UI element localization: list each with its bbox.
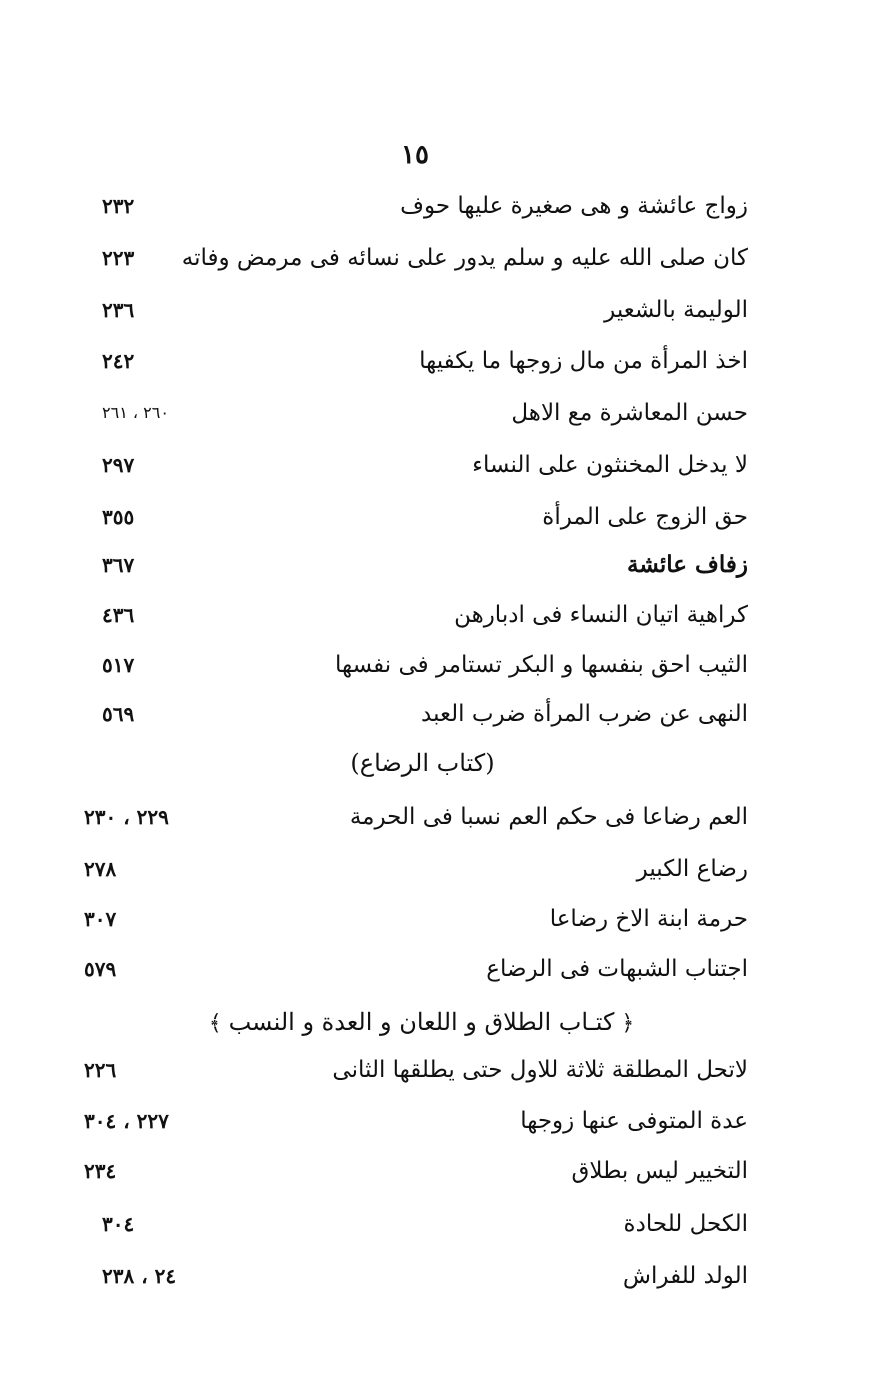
index-entry	[0, 899, 873, 939]
section-heading	[0, 1002, 873, 1042]
index-entry	[0, 1204, 873, 1244]
entry-pages: ٢٣٢	[102, 194, 135, 218]
index-entry	[0, 1050, 873, 1090]
entry-pages: ٣٠٧	[84, 907, 117, 931]
entry-pages: ٢٦٠ ، ٢٦١	[102, 403, 169, 422]
index-entry	[0, 497, 873, 537]
entry-title: لاتحل المطلقة ثلاثة للاول حتى يطلقها الثانى	[332, 1057, 748, 1083]
index-entry	[0, 238, 873, 278]
entry-pages: ٢٤٢	[102, 349, 135, 373]
index-entry	[0, 849, 873, 889]
index-entry	[0, 341, 873, 381]
index-entry	[0, 186, 873, 226]
index-entry	[0, 1151, 873, 1191]
page-number: ١٥	[401, 140, 429, 170]
index-entry	[0, 393, 873, 433]
brace-open-ornament: ﴿	[614, 1011, 635, 1036]
index-entry	[0, 645, 873, 685]
entry-pages: ٢٢٦	[84, 1058, 117, 1082]
entry-pages: ٣٥٥	[102, 505, 135, 529]
entry-pages: ٢٢٣	[102, 246, 135, 270]
entry-title: كان صلى الله عليه و سلم يدور على نسائه فى مرمض وفاته	[181, 245, 748, 271]
index-entry	[0, 1256, 873, 1296]
entry-title: رضاع الكبير	[636, 856, 748, 882]
entry-title: الولد للفراش	[622, 1263, 748, 1289]
index-entry	[0, 595, 873, 635]
entry-title: زفاف عائشة	[627, 551, 748, 578]
entry-pages: ٢٩٧	[102, 453, 135, 477]
entry-title: اجتناب الشبهات فى الرضاع	[486, 956, 748, 982]
entry-title: لا يدخل المخنثون على النساء	[472, 452, 748, 478]
entry-title: النهى عن ضرب المرأة ضرب العبد	[421, 701, 748, 727]
index-entry	[0, 290, 873, 330]
brace-close-ornament: ﴾	[208, 1011, 229, 1036]
entry-pages: ٥١٧	[102, 653, 135, 677]
entry-title: حق الزوج على المرأة	[542, 504, 748, 530]
entry-pages: ٢٣٦	[102, 298, 135, 322]
entry-title: زواج عائشة و هى صغيرة عليها حوف	[400, 193, 748, 219]
section-heading-text: كتـاب الطلاق و اللعان و العدة و النسب	[228, 1008, 615, 1036]
index-entry	[0, 445, 873, 485]
entry-title: التخيير ليس بطلاق	[571, 1158, 748, 1184]
entry-pages: ٥٦٩	[102, 702, 135, 726]
entry-title: الثيب احق بنفسها و البكر تستامر فى نفسها	[335, 652, 748, 678]
entry-pages: ٢٧٨	[84, 857, 117, 881]
entry-pages: ٥٧٩	[84, 957, 117, 981]
index-entry	[0, 797, 873, 837]
entry-title: كراهية اتيان النساء فى ادبارهن	[454, 602, 748, 628]
entry-title: حرمة ابنة الاخ رضاعا	[549, 906, 748, 932]
entry-title: حسن المعاشرة مع الاهل	[511, 400, 748, 426]
entry-pages: ٢٢٧ ، ٣٠٤	[84, 1109, 169, 1133]
entry-title: الكحل للحادة	[623, 1211, 748, 1237]
entry-pages: ٢٢٩ ، ٢٣٠	[84, 805, 169, 829]
entry-title: عدة المتوفى عنها زوجها	[520, 1108, 748, 1134]
section-heading	[0, 743, 873, 783]
index-entry	[0, 1101, 873, 1141]
entry-title: الوليمة بالشعير	[604, 297, 748, 323]
entry-pages: ٤٣٦	[102, 603, 135, 627]
entry-title: العم رضاعا فى حكم العم نسبا فى الحرمة	[349, 804, 748, 830]
entry-pages: ٢٤ ، ٢٣٨	[102, 1264, 177, 1288]
entry-pages: ٣٠٤	[102, 1212, 135, 1236]
section-heading-text: (كتاب الرضاع)	[350, 749, 495, 777]
index-entry	[0, 545, 873, 585]
entry-title: اخذ المرأة من مال زوجها ما يكفيها	[419, 348, 748, 374]
entry-pages: ٢٣٤	[84, 1159, 117, 1183]
index-entry	[0, 694, 873, 734]
entry-pages: ٣٦٧	[102, 553, 135, 577]
index-entry	[0, 949, 873, 989]
